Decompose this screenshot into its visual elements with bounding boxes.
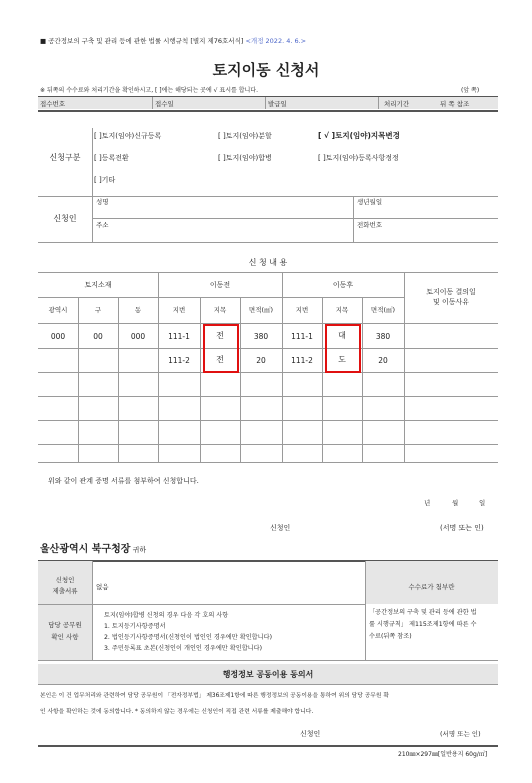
location-group-header: 토지소재 — [84, 281, 112, 289]
subheader-after-area: 면적(㎡) — [370, 306, 396, 314]
recipient-office: 울산광역시 북구청장 — [40, 544, 131, 555]
request-type-label: 신청구분 — [49, 153, 81, 162]
subheader-gu: 구 — [94, 306, 102, 314]
reason-header-line2: 및 이동사유 — [432, 298, 470, 306]
recipient-line — [40, 545, 146, 555]
issue-date-label: 발급일 — [268, 100, 287, 108]
instruction-note: ※ 뒤쪽의 수수료와 처리기간을 확인하시고, [ ]에는 해당되는 곳에 √ 표시를 합니다. — [40, 87, 259, 94]
verify-item-0: 토지(임야)합병 신청의 경우 다음 각 호의 사항 — [104, 612, 229, 619]
receipt-number-label: 접수번호 — [40, 100, 66, 108]
verify-item-3: 3. 주민등록표 초본(신청인이 개인인 경우에만 확인합니다) — [104, 645, 263, 652]
consent-signature-hint: (서명 또는 인) — [440, 730, 481, 738]
fee-header: 수수료가 첨부란 — [408, 583, 455, 591]
submit-docs-label-1: 신청인 — [55, 576, 75, 584]
reason-header-line1: 토지이동 결의일 — [426, 288, 476, 296]
row1-after-category: 대 — [338, 331, 346, 340]
verify-label-2: 확인 사항 — [51, 633, 79, 641]
date-day: 일 — [479, 499, 486, 507]
request-content-title: 신 청 내 용 — [248, 258, 288, 267]
before-category-highlight — [203, 324, 239, 373]
declaration-text: 위와 같이 관계 증명 서류를 첨부하여 신청합니다. — [48, 477, 199, 485]
subheader-dong: 동 — [134, 306, 142, 314]
consent-title: 행정정보 공동이용 동의서 — [222, 670, 314, 679]
row1-before-category: 전 — [216, 331, 224, 340]
verify-label-1: 담당 공무원 — [48, 621, 82, 629]
row1-after-lot: 111-1 — [291, 332, 313, 341]
revision-date: <개정 2022. 4. 6.> — [245, 37, 307, 45]
row1-dong: 000 — [130, 332, 146, 341]
subheader-after-category: 지목 — [335, 306, 349, 314]
before-group-header: 이동전 — [209, 281, 231, 289]
applicant-label: 신청인 — [53, 214, 77, 223]
fee-text-line-1: 「공간정보의 구축 및 관리 등에 관한 법 — [369, 609, 477, 616]
option-other[interactable]: [ ]기타 — [94, 176, 116, 184]
form-law-reference: ■ 공간정보의 구축 및 관리 등에 관한 법률 시행규칙 [별지 제76호서식] — [40, 37, 246, 45]
row1-gu: 00 — [93, 332, 103, 341]
row1-after-area: 380 — [375, 332, 391, 341]
form-reference-note — [40, 38, 306, 45]
submit-docs-label-2: 제출서류 — [52, 587, 78, 595]
row1-before-area: 380 — [253, 332, 269, 341]
row2-after-area: 20 — [378, 356, 388, 365]
option-merger[interactable]: [ ]토지(임야)합병 — [218, 154, 272, 162]
row2-after-category: 도 — [338, 355, 346, 364]
row2-after-lot: 111-2 — [291, 356, 313, 365]
receipt-date-label: 접수일 — [155, 100, 174, 108]
consent-text-line-2: 인 사항을 확인하는 것에 동의합니다. * 동의하지 않는 경우에는 신청인이 직접 관련 서류를 제출해야 합니다. — [40, 709, 314, 715]
verify-item-1: 1. 토지등기사항증명서 — [104, 623, 166, 630]
subheader-city: 광역시 — [48, 306, 68, 314]
row1-city: 000 — [50, 332, 66, 341]
consent-signature-label: 신청인 — [300, 730, 321, 738]
after-group-header: 이동후 — [332, 281, 354, 289]
signature-applicant-label: 신청인 — [270, 524, 291, 532]
form-title: 토지이동 신청서 — [212, 61, 320, 79]
date-year: 년 — [424, 499, 431, 507]
row2-before-lot: 111-2 — [168, 356, 190, 365]
recipient-suffix: 귀하 — [132, 546, 147, 554]
applicant-phone-label: 전화번호 — [357, 221, 383, 229]
fee-text-line-3: 수료(뒤쪽 참조) — [369, 633, 412, 640]
paper-size-note: 210㎜×297㎜[일반용지 60g/㎡] — [398, 751, 488, 758]
date-month: 월 — [452, 499, 459, 507]
applicant-address-label: 주소 — [96, 221, 109, 229]
subheader-before-lot: 지번 — [172, 306, 186, 314]
applicant-name-label: 성명 — [96, 198, 109, 206]
after-category-highlight — [325, 324, 361, 373]
option-registration-conversion[interactable]: [ ]등록전환 — [94, 154, 129, 162]
row1-before-lot: 111-1 — [168, 332, 190, 341]
subheader-before-category: 지목 — [213, 306, 227, 314]
processing-period-label: 처리기간 — [384, 100, 410, 108]
fee-text-line-2: 률 시행규칙」 제115조제1항에 따른 수 — [369, 621, 477, 628]
processing-period-value: 뒤 쪽 참조 — [440, 100, 470, 108]
consent-text-line-1: 본인은 이 건 업무처리와 관련하여 담당 공무원이 「전자정부법」 제36조제1항에 따른 행정정보의 공동이용을 통하여 위의 담당 공무원 확 — [40, 693, 389, 699]
option-land-category-change[interactable]: [ √ ]토지(임야)지목변경 — [318, 131, 400, 140]
verify-item-2: 2. 법인등기사항증명서(신청인이 법인인 경우에만 확인합니다) — [104, 634, 273, 641]
submit-docs-value: 없음 — [96, 583, 109, 591]
subheader-before-area: 면적(㎡) — [248, 306, 274, 314]
page-side-label: (앞 쪽) — [461, 87, 480, 94]
option-new-registration[interactable]: [ ]토지(임야)신규등록 — [94, 132, 162, 140]
row2-before-category: 전 — [216, 355, 224, 364]
option-subdivision[interactable]: [ ]토지(임야)분할 — [218, 132, 272, 140]
row2-before-area: 20 — [256, 356, 266, 365]
applicant-birth-label: 생년월일 — [357, 198, 383, 206]
signature-hint: (서명 또는 인) — [440, 524, 484, 532]
option-registration-correction[interactable]: [ ]토지(임야)등록사항정정 — [318, 154, 399, 162]
subheader-after-lot: 지번 — [295, 306, 309, 314]
